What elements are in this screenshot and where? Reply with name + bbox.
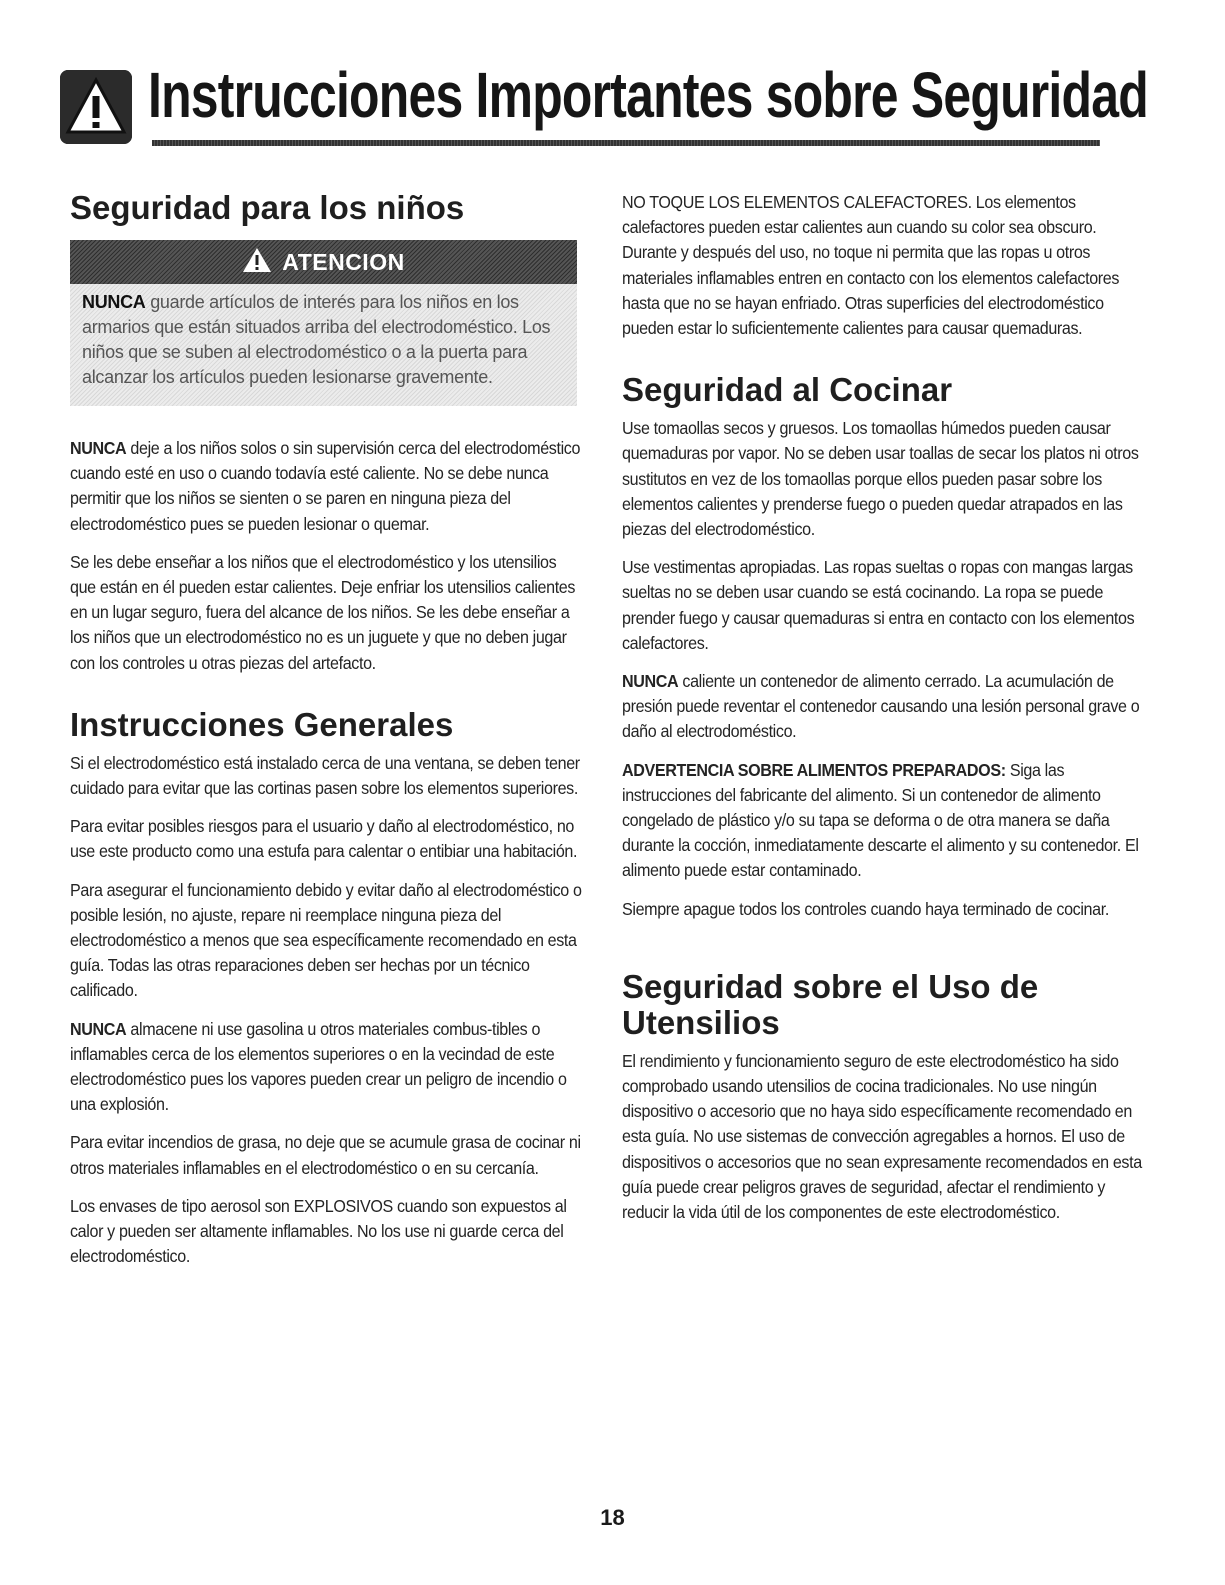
paragraph-text: NO TOQUE LOS ELEMENTOS CALEFACTORES. Los elementos calefactores pueden estar calientes aun cuando su color sea obscuro. Durante y después del uso, no toque ni permita que las ropas u otros materiales inflamables entren en contacto con los elementos calefactores hasta que no se hayan enfriado. Otras superficies del electrodoméstico pueden estar lo suficientemente calientes para causar quemaduras. [622,192,1120,339]
paragraph-text: caliente un contenedor de alimento cerrado. La acumulación de presión puede reventar el contenedor causando una lesión personal grave o daño al electrodoméstico. [622,671,1140,742]
paragraph-text: Siempre apague todos los controles cuando haya terminado de cocinar. [622,898,1109,919]
caution-body: guarde artículos de interés para los niños en los armarios que están situados arriba del electrodoméstico. Los niños que se suben al electrodoméstico o a la puerta para alcanzar los artículos pueden lesionarse gravemente. [82,292,551,387]
caution-box [70,240,577,406]
paragraph-text: deje a los niños solos o sin supervisión cerca del electrodoméstico cuando esté en uso o cuando todavía esté caliente. No se debe nunca permitir que los niños se sienten o se paren en ninguna pieza del electrodoméstico pues se pueden lesionar o quemar. [70,438,581,534]
paragraph [622,758,1148,884]
general-instructions-section [70,707,595,1270]
page-header [60,59,1148,152]
caution-text [70,284,577,406]
paragraph-text: Si el electrodoméstico está instalado cerca de una ventana, se deben tener cuidado para evitar que las cortinas pasen sobre los elementos superiores. [70,752,580,799]
paragraph [70,1194,585,1270]
paragraph [70,751,585,801]
left-column [70,190,595,1282]
section-title-general: Instrucciones Generales [70,705,454,743]
cooking-safety-section [622,372,1152,922]
paragraph-text: Use tomaollas secos y gruesos. Los tomaollas húmedos pueden causar quemaduras por vapor. No se deben usar toallas de secar los platos ni otros sustitutos en vez de los tomaollas porque ellos pueden pasar sobre los elementos calientes y prenderse fuego o pueden quedar atrapados en las piezas del electrodoméstico. [622,418,1139,540]
paragraph [70,814,585,864]
paragraph-text: Use vestimentas apropiadas. Las ropas sueltas o ropas con mangas largas sueltas no se deben usar cuando se está cocinando. La ropa se puede prender fuego y causar quemaduras si entra en contacto con los elementos calefactores. [622,557,1135,653]
paragraph [70,1017,585,1118]
paragraph-text: Para asegurar el funcionamiento debido y evitar daño al electrodoméstico o posible lesión, no ajuste, repare ni reemplace ninguna pieza del electrodoméstico a menos que sea específicamente recomendado en esta guía. Todas las otras reparaciones deben ser hechas por un técnico calificado. [70,879,582,1001]
paragraph [622,1049,1148,1225]
intro-paragraph [622,190,1148,341]
paragraph-lead: ADVERTENCIA SOBRE ALIMENTOS PREPARADOS: [622,759,1006,780]
right-column [622,190,1152,1238]
children-safety-section [70,190,595,676]
caution-label: ATENCION [282,248,405,275]
paragraph [622,555,1148,656]
section-title-utensils: Seguridad sobre el Uso de Utensilios [622,967,1039,1041]
paragraph [70,436,585,537]
paragraph-text: Para evitar posibles riesgos para el usuario y daño al electrodoméstico, no use este producto como una estufa para calentar o entibiar una habitación. [70,816,578,862]
paragraph-text: El rendimiento y funcionamiento seguro de este electrodoméstico ha sido comprobado usando utensilios de cocina tradicionales. No use ningún dispositivo o accesorio que no haya sido específicamente recomendado en esta guía. No use sistemas de convección agregables a hornos. El uso de dispositivos o accesorios que no sean expresamente recomendados en esta guía puede crear peligros graves de seguridad, afectar el rendimiento y reducir la vida útil de los componentes de este electrodoméstico. [622,1050,1142,1223]
paragraph [622,669,1148,745]
paragraph-lead: NUNCA [70,438,127,458]
paragraph-text: Los envases de tipo aerosol son EXPLOSIVOS cuando son expuestos al calor y pueden ser altamente inflamables. No los use ni guarde cerca del electrodoméstico. [70,1195,567,1267]
caution-triangle-icon [242,247,272,278]
paragraph [70,550,585,676]
paragraph [70,1130,585,1180]
paragraph [622,416,1148,542]
title-underline [152,140,1100,146]
paragraph [622,897,1148,922]
caution-lead: NUNCA [82,292,146,312]
warning-triangle-icon [60,70,132,144]
paragraph [70,878,585,1004]
paragraph-text: almacene ni use gasolina u otros materiales combus-tibles o inflamables cerca de los elementos superiores o en la vecindad de este electrodoméstico pues los vapores pueden crear un peligro de incendio o una explosión. [70,1018,567,1115]
paragraph-lead: NUNCA [70,1018,127,1039]
paragraph-lead: NUNCA [622,671,679,692]
paragraph-text: Para evitar incendios de grasa, no deje que se acumule grasa de cocinar ni otros materiales inflamables en el electrodoméstico o en su cercanía. [70,1132,581,1178]
section-title-children: Seguridad para los niños [70,189,465,226]
section-title-cooking: Seguridad al Cocinar [622,371,953,409]
paragraph-text: Siga las instrucciones del fabricante del alimento. Si un contenedor de alimento congelado de plástico y/o su tapa se deforma o de otra manera se daña durante la cocción, inmediatamente descarte el alimento y su contenedor. El alimento puede estar contaminado. [622,759,1139,881]
utensils-safety-section [622,969,1152,1225]
paragraph-text: Se les debe enseñar a los niños que el electrodoméstico y los utensilios que están en él pueden estar calientes. Deje enfriar los utensilios calientes en un lugar seguro, fuera del alcance de los niños. Se les debe enseñar a los niños que un electrodoméstico no es un juguete y que no deben jugar con los controles u otras piezas del artefacto. [70,551,576,673]
page-number: 18 [600,1505,625,1530]
page-title: Instrucciones Importantes sobre Seguridad [148,59,1148,131]
caution-header [70,240,577,284]
